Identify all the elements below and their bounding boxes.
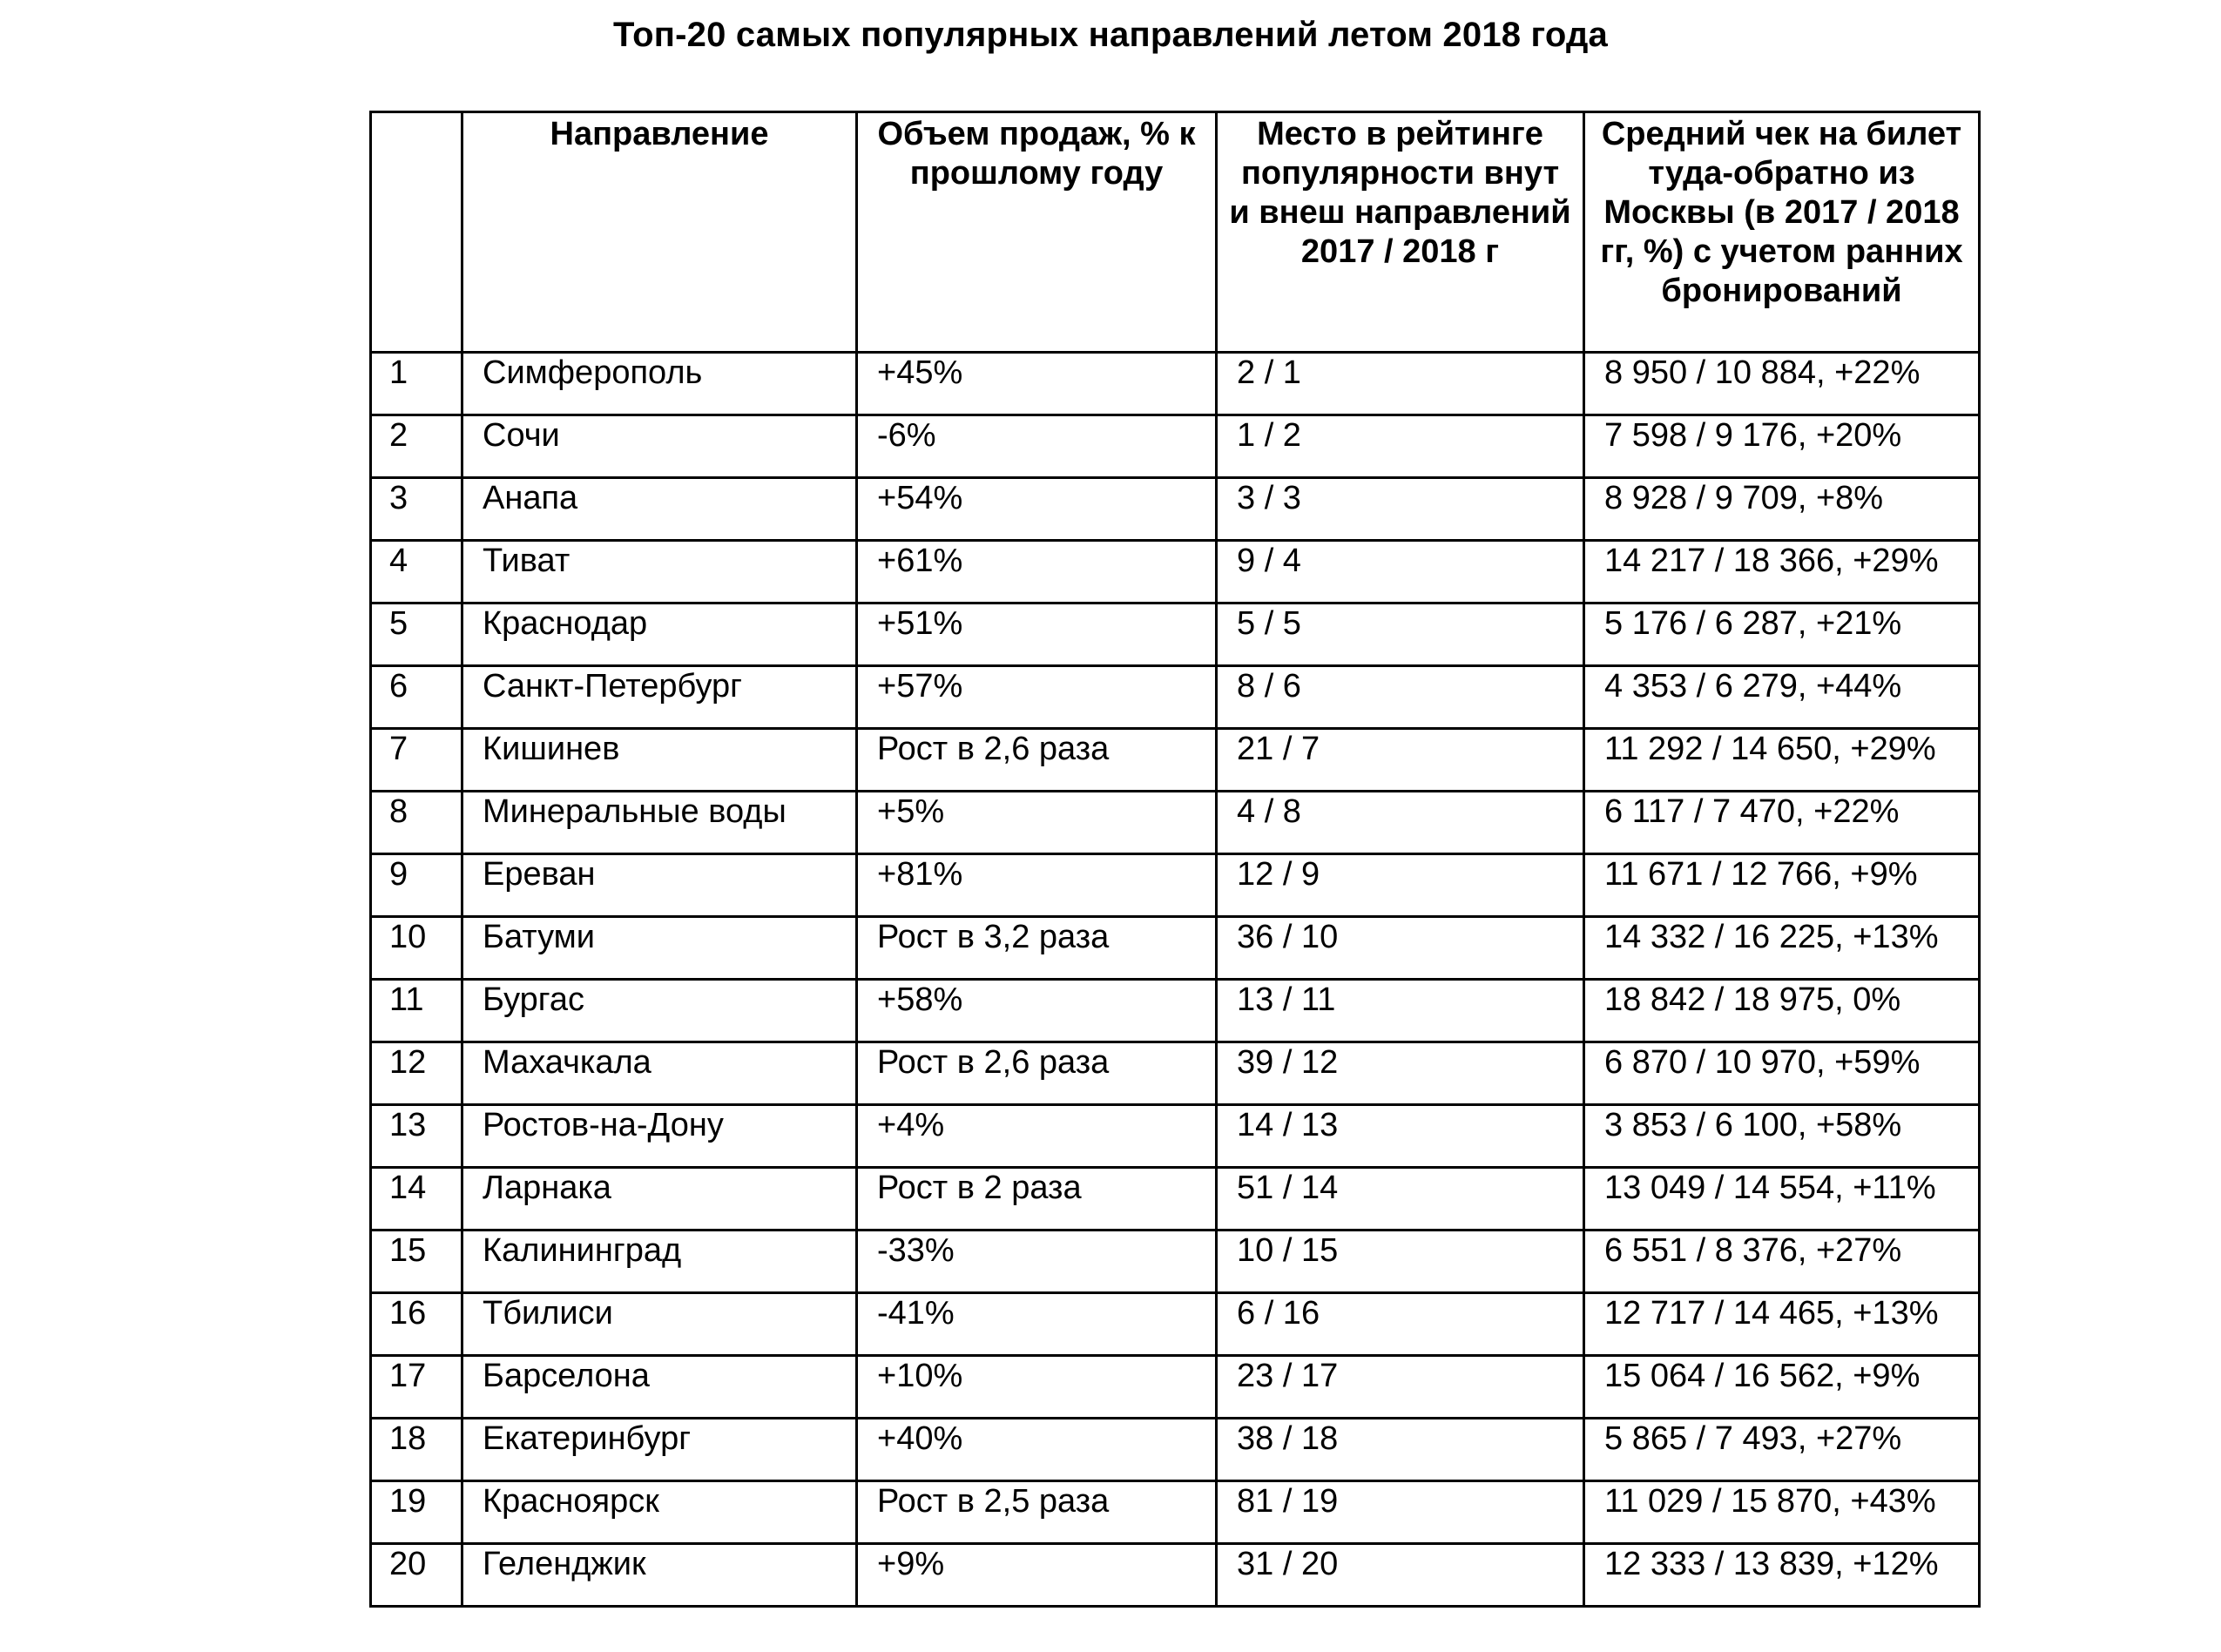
row-direction: Кишинев (462, 729, 857, 792)
table-row (371, 1481, 1980, 1544)
row-check: 15 064 / 16 562, +9% (1584, 1356, 1980, 1419)
header-num (371, 112, 462, 353)
row-rank: 31 / 20 (1217, 1544, 1584, 1607)
row-check: 14 332 / 16 225, +13% (1584, 917, 1980, 980)
row-direction: Батуми (462, 917, 857, 980)
table-row (371, 1231, 1980, 1293)
row-number: 11 (371, 980, 462, 1042)
row-sales: +5% (857, 792, 1217, 854)
row-check: 8 950 / 10 884, +22% (1584, 353, 1980, 415)
row-sales: +58% (857, 980, 1217, 1042)
row-rank: 13 / 11 (1217, 980, 1584, 1042)
row-direction: Бургас (462, 980, 857, 1042)
row-number: 3 (371, 478, 462, 541)
row-number: 9 (371, 854, 462, 917)
table-row (371, 980, 1980, 1042)
row-rank: 51 / 14 (1217, 1168, 1584, 1231)
row-direction: Красноярск (462, 1481, 857, 1544)
row-direction: Ереван (462, 854, 857, 917)
row-number: 5 (371, 603, 462, 666)
table-row (371, 1356, 1980, 1419)
row-sales: +4% (857, 1105, 1217, 1168)
row-number: 10 (371, 917, 462, 980)
row-direction: Екатеринбург (462, 1419, 857, 1481)
row-check: 12 717 / 14 465, +13% (1584, 1293, 1980, 1356)
row-check: 6 117 / 7 470, +22% (1584, 792, 1980, 854)
header-rank: Место в рейтинге популярности внут и внеш направлений 2017 / 2018 г (1217, 112, 1584, 353)
row-sales: -41% (857, 1293, 1217, 1356)
table-row (371, 917, 1980, 980)
row-direction: Калининград (462, 1231, 857, 1293)
row-check: 4 353 / 6 279, +44% (1584, 666, 1980, 729)
row-direction: Геленджик (462, 1544, 857, 1607)
row-check: 5 176 / 6 287, +21% (1584, 603, 1980, 666)
row-check: 12 333 / 13 839, +12% (1584, 1544, 1980, 1607)
row-sales: +54% (857, 478, 1217, 541)
row-number: 16 (371, 1293, 462, 1356)
row-number: 17 (371, 1356, 462, 1419)
row-direction: Симферополь (462, 353, 857, 415)
row-sales: -6% (857, 415, 1217, 478)
row-check: 11 671 / 12 766, +9% (1584, 854, 1980, 917)
header-direction: Направление (462, 112, 857, 353)
row-sales: Рост в 2,6 раза (857, 1042, 1217, 1105)
row-rank: 3 / 3 (1217, 478, 1584, 541)
row-rank: 14 / 13 (1217, 1105, 1584, 1168)
row-number: 15 (371, 1231, 462, 1293)
table-row (371, 1168, 1980, 1231)
row-sales: +61% (857, 541, 1217, 603)
row-rank: 8 / 6 (1217, 666, 1584, 729)
row-check: 3 853 / 6 100, +58% (1584, 1105, 1980, 1168)
page-title: Топ-20 самых популярных направлений летом 2018 года (613, 16, 1608, 54)
row-sales: +57% (857, 666, 1217, 729)
row-direction: Минеральные воды (462, 792, 857, 854)
row-sales: Рост в 2,5 раза (857, 1481, 1217, 1544)
row-sales: +10% (857, 1356, 1217, 1419)
row-check: 6 870 / 10 970, +59% (1584, 1042, 1980, 1105)
row-number: 13 (371, 1105, 462, 1168)
row-direction: Тиват (462, 541, 857, 603)
row-number: 20 (371, 1544, 462, 1607)
table-row (371, 603, 1980, 666)
row-check: 13 049 / 14 554, +11% (1584, 1168, 1980, 1231)
table-row (371, 1293, 1980, 1356)
row-rank: 5 / 5 (1217, 603, 1584, 666)
row-sales: +81% (857, 854, 1217, 917)
row-rank: 38 / 18 (1217, 1419, 1584, 1481)
row-rank: 12 / 9 (1217, 854, 1584, 917)
row-rank: 6 / 16 (1217, 1293, 1584, 1356)
row-rank: 10 / 15 (1217, 1231, 1584, 1293)
header-check: Средний чек на билет туда-обратно из Москвы (в 2017 / 2018 гг, %) с учетом ранних бронирований (1584, 112, 1980, 353)
table-row (371, 854, 1980, 917)
row-rank: 9 / 4 (1217, 541, 1584, 603)
row-check: 18 842 / 18 975, 0% (1584, 980, 1980, 1042)
table-row (371, 415, 1980, 478)
row-number: 6 (371, 666, 462, 729)
table-row (371, 1042, 1980, 1105)
row-sales: -33% (857, 1231, 1217, 1293)
row-direction: Ларнака (462, 1168, 857, 1231)
row-sales: Рост в 2,6 раза (857, 729, 1217, 792)
row-number: 12 (371, 1042, 462, 1105)
row-number: 8 (371, 792, 462, 854)
destinations-table (369, 111, 1981, 1608)
table-row (371, 666, 1980, 729)
row-direction: Сочи (462, 415, 857, 478)
row-number: 1 (371, 353, 462, 415)
row-rank: 4 / 8 (1217, 792, 1584, 854)
row-number: 18 (371, 1419, 462, 1481)
row-direction: Барселона (462, 1356, 857, 1419)
row-sales: Рост в 3,2 раза (857, 917, 1217, 980)
row-check: 8 928 / 9 709, +8% (1584, 478, 1980, 541)
row-rank: 21 / 7 (1217, 729, 1584, 792)
table-row (371, 478, 1980, 541)
table-row (371, 1105, 1980, 1168)
row-sales: +45% (857, 353, 1217, 415)
row-number: 4 (371, 541, 462, 603)
row-check: 5 865 / 7 493, +27% (1584, 1419, 1980, 1481)
row-sales: +9% (857, 1544, 1217, 1607)
row-rank: 36 / 10 (1217, 917, 1584, 980)
row-number: 14 (371, 1168, 462, 1231)
row-number: 7 (371, 729, 462, 792)
row-direction: Тбилиси (462, 1293, 857, 1356)
table-row (371, 1544, 1980, 1607)
row-direction: Санкт-Петербург (462, 666, 857, 729)
table-row (371, 792, 1980, 854)
row-sales: +51% (857, 603, 1217, 666)
row-check: 11 292 / 14 650, +29% (1584, 729, 1980, 792)
row-direction: Махачкала (462, 1042, 857, 1105)
table-row (371, 541, 1980, 603)
table-row (371, 353, 1980, 415)
row-direction: Ростов-на-Дону (462, 1105, 857, 1168)
row-check: 7 598 / 9 176, +20% (1584, 415, 1980, 478)
row-check: 14 217 / 18 366, +29% (1584, 541, 1980, 603)
row-rank: 23 / 17 (1217, 1356, 1584, 1419)
row-direction: Краснодар (462, 603, 857, 666)
row-check: 11 029 / 15 870, +43% (1584, 1481, 1980, 1544)
row-sales: +40% (857, 1419, 1217, 1481)
row-sales: Рост в 2 раза (857, 1168, 1217, 1231)
row-rank: 39 / 12 (1217, 1042, 1584, 1105)
table-header-row (371, 112, 1980, 353)
row-rank: 81 / 19 (1217, 1481, 1584, 1544)
row-check: 6 551 / 8 376, +27% (1584, 1231, 1980, 1293)
row-rank: 2 / 1 (1217, 353, 1584, 415)
table-row (371, 1419, 1980, 1481)
table-row (371, 729, 1980, 792)
row-direction: Анапа (462, 478, 857, 541)
header-sales: Объем продаж, % к прошлому году (857, 112, 1217, 353)
row-number: 2 (371, 415, 462, 478)
row-rank: 1 / 2 (1217, 415, 1584, 478)
row-number: 19 (371, 1481, 462, 1544)
